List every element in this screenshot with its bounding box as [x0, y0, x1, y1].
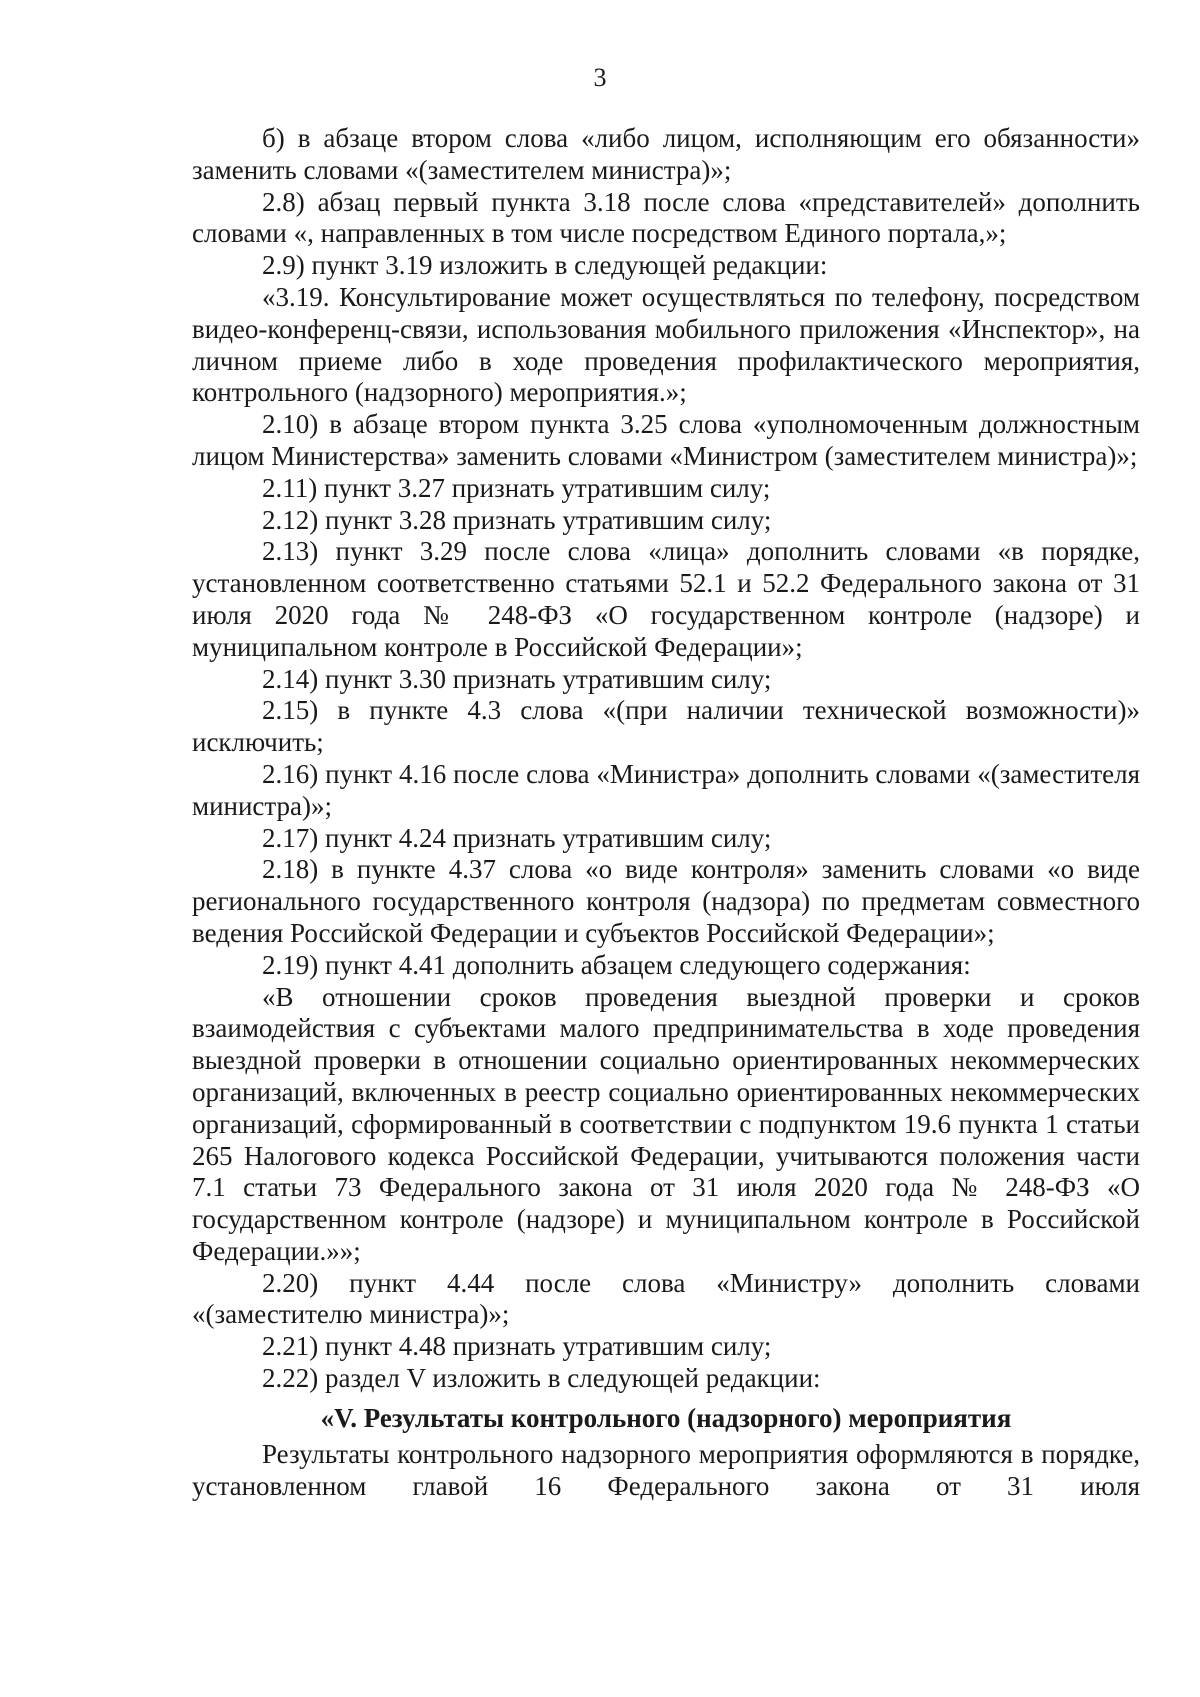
paragraph-2-21: 2.21) пункт 4.48 признать утратившим силу; [262, 1331, 772, 1362]
page-number: 3 [593, 63, 607, 92]
section-heading: «V. Результаты контрольного (надзорного) мероприятия [320, 1402, 1012, 1433]
paragraph-3-19-quote: «3.19. Консультирование может осуществляться по телефону, посредством видео-конференц-связи, использования мобильного приложения «Инспектор», на личном приеме либо в ходе проведения профилактического мероприятия, контрольного (надзорного) мероприятия.»; [192, 281, 1140, 408]
paragraph-b: б) в абзаце втором слова «либо лицом, исполняющим его обязанности» заменить словами «(заместителем министра)»; [192, 123, 1140, 185]
paragraph-results: Результаты контрольного надзорного мероприятия оформляются в порядке, установленном главой 16 Федерального закона от 31 июля [192, 1438, 1140, 1501]
paragraph-2-18: 2.18) в пункте 4.37 слова «о виде контроля» заменить словами «о виде регионального государственного контроля (надзора) по предметам совместного ведения Российской Федерации и субъектов Российской Федерации»; [192, 854, 1140, 948]
paragraph-2-19: 2.19) пункт 4.41 дополнить абзацем следующего содержания: [262, 949, 971, 980]
paragraph-2-15: 2.15) в пункте 4.3 слова «(при наличии технической возможности)» исключить; [192, 695, 1140, 758]
paragraph-2-12: 2.12) пункт 3.28 признать утратившим силу; [262, 504, 772, 535]
paragraph-2-9: 2.9) пункт 3.19 изложить в следующей редакции: [262, 250, 828, 281]
paragraph-2-22: 2.22) раздел V изложить в следующей редакции: [262, 1363, 821, 1394]
paragraph-2-13: 2.13) пункт 3.29 после слова «лица» дополнить словами «в порядке, установленном соответственно статьями 52.1 и 52.2 Федерального закона от 31 июля 2020 года № 248-ФЗ «О государственном контроле (надзоре) и муниципальном контроле в Российской Федерации»; [192, 536, 1140, 662]
paragraph-2-11: 2.11) пункт 3.27 признать утратившим силу; [262, 472, 771, 503]
paragraph-2-20: 2.20) пункт 4.44 после слова «Министру» дополнить словами «(заместителю министра)»; [192, 1267, 1140, 1330]
document-body [192, 123, 1140, 1502]
paragraph-2-17: 2.17) пункт 4.24 признать утратившим силу; [262, 822, 772, 853]
paragraph-2-10: 2.10) в абзаце втором пункта 3.25 слова «уполномоченным должностным лицом Министерства» заменить словами «Министром (заместителем министра)»; [192, 409, 1140, 471]
paragraph-2-14: 2.14) пункт 3.30 признать утратившим силу; [262, 663, 772, 694]
paragraph-2-8: 2.8) абзац первый пункта 3.18 после слова «представителей» дополнить словами «, направленных в том числе посредством Единого портала,»; [192, 186, 1140, 249]
paragraph-4-41-quote: «В отношении сроков проведения выездной проверки и сроков взаимодействия с субъектами малого предпринимательства в ходе проведения выездной проверки в отношении социально ориентированных некоммерческих организаций, включенных в реестр социально ориентированных некоммерческих организаций, сформированный в соответствии с подпунктом 19.6 пункта 1 статьи 265 Налогового кодекса Российской Федерации, учитываются положения части 7.1 статьи 73 Федерального закона от 31 июля 2020 года № 248-ФЗ «О государственном контроле (надзоре) и муниципальном контроле в Российской Федерации.»»; [192, 981, 1140, 1266]
paragraph-2-16: 2.16) пункт 4.16 после слова «Министра» дополнить словами «(заместителя министра)»; [192, 758, 1140, 821]
